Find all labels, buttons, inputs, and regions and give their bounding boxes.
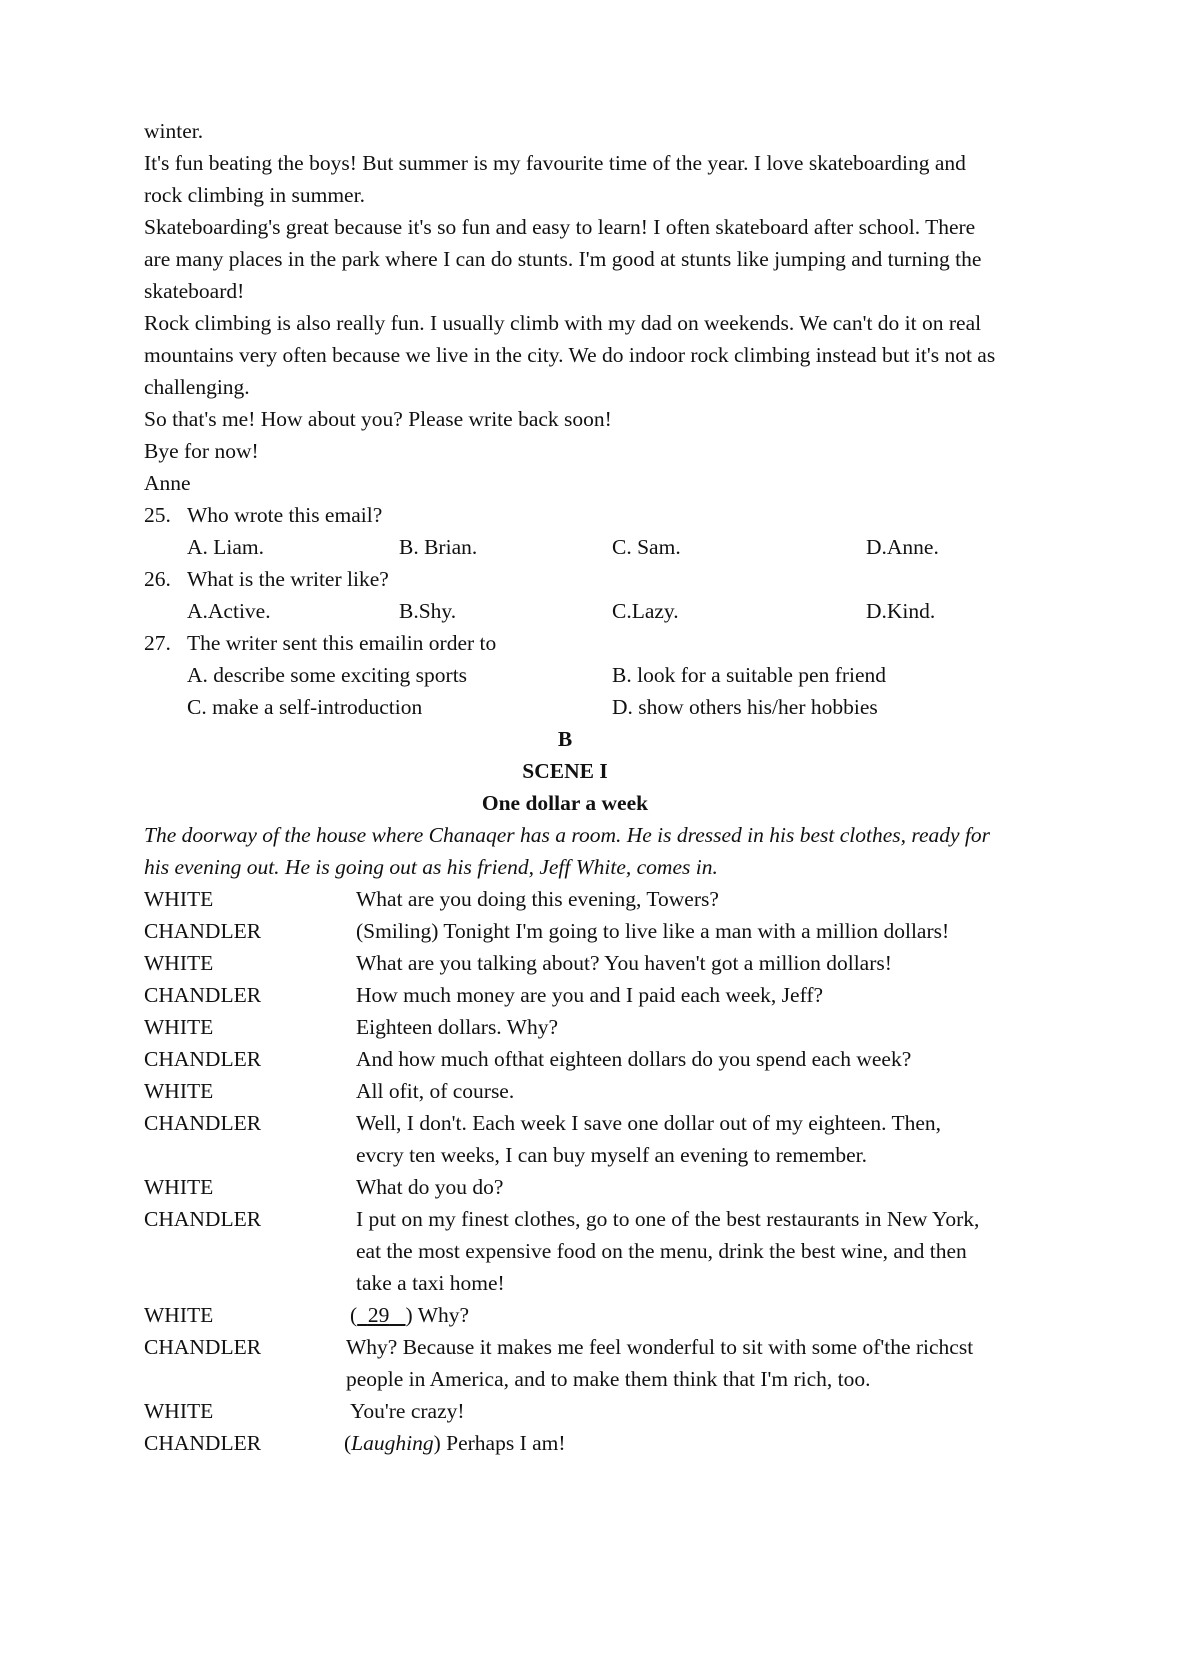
speaker-name: CHANDLER	[144, 919, 262, 943]
section-letter: B	[557, 727, 573, 751]
question-number: 25.	[144, 503, 171, 527]
option-a: A. Liam.	[187, 535, 265, 559]
question-text: What is the writer like?	[187, 567, 389, 591]
speaker-name: WHITE	[144, 1015, 214, 1039]
option-b: B.Shy.	[399, 599, 457, 623]
email-line: skateboard!	[144, 279, 245, 303]
email-line: are many places in the park where I can do stunts. I'm good at stunts like jumping and turning the	[144, 247, 982, 271]
dialogue-line: people in America, and to make them think that I'm rich, too.	[346, 1367, 871, 1391]
scene-heading: SCENE I	[522, 759, 608, 783]
option-c: C.Lazy.	[612, 599, 679, 623]
email-line: Rock climbing is also really fun. I usually climb with my dad on weekends. We can't do it on real	[144, 311, 982, 335]
dialogue-line: How much money are you and I paid each week, Jeff?	[356, 983, 824, 1007]
scene-title: One dollar a week	[481, 791, 649, 815]
option-b: B. look for a suitable pen friend	[612, 663, 887, 687]
speaker-name: WHITE	[144, 1079, 214, 1103]
option-b: B. Brian.	[399, 535, 478, 559]
answer-blank-29: 29	[367, 1303, 390, 1327]
email-line: Bye for now!	[144, 439, 259, 463]
email-line: winter.	[144, 119, 204, 143]
speaker-name: CHANDLER	[144, 1047, 262, 1071]
email-line: So that's me! How about you? Please write back soon!	[144, 407, 612, 431]
question-number: 27.	[144, 631, 171, 655]
question-text: The writer sent this emailin order to	[187, 631, 497, 655]
option-c: C. make a self-introduction	[187, 695, 423, 719]
email-line: rock climbing in summer.	[144, 183, 365, 207]
dialogue-line: Well, I don't. Each week I save one dollar out of my eighteen. Then,	[356, 1111, 942, 1135]
speaker-name: CHANDLER	[144, 1207, 262, 1231]
speaker-name: CHANDLER	[144, 1111, 262, 1135]
dialogue-line-with-blank: ( 29 ) Why?	[350, 1303, 470, 1327]
dialogue-line: What are you talking about? You haven't got a million dollars!	[356, 951, 892, 975]
question-text: Who wrote this email?	[187, 503, 383, 527]
dialogue-line: And how much ofthat eighteen dollars do you spend each week?	[356, 1047, 912, 1071]
option-d: D.Kind.	[866, 599, 936, 623]
stage-direction-line: The doorway of the house where Chanaqer has a room. He is dressed in his best clothes, ready for	[144, 823, 990, 847]
dialogue-line: evcry ten weeks, I can buy myself an evening to remember.	[356, 1143, 868, 1167]
email-line: It's fun beating the boys! But summer is my favourite time of the year. I love skateboarding and	[144, 151, 966, 175]
dialogue-line: Why? Because it makes me feel wonderful to sit with some of'the richcst	[346, 1335, 974, 1359]
dialogue-line: What are you doing this evening, Towers?	[356, 887, 719, 911]
stage-direction-line: his evening out. He is going out as his friend, Jeff White, comes in.	[144, 855, 718, 879]
option-c: C. Sam.	[612, 535, 681, 559]
dialogue-line: I put on my finest clothes, go to one of the best restaurants in New York,	[356, 1207, 980, 1231]
speaker-name: WHITE	[144, 1399, 214, 1423]
email-line: Skateboarding's great because it's so fun and easy to learn! I often skateboard after school. There	[144, 215, 976, 239]
dialogue-line: take a taxi home!	[356, 1271, 505, 1295]
email-signature: Anne	[144, 471, 191, 495]
dialogue-line: eat the most expensive food on the menu, drink the best wine, and then	[356, 1239, 967, 1263]
speaker-name: WHITE	[144, 887, 214, 911]
option-d: D. show others his/her hobbies	[612, 695, 878, 719]
dialogue-line: Eighteen dollars. Why?	[356, 1015, 559, 1039]
option-a: A.Active.	[187, 599, 271, 623]
stage-direction-inline: Laughing	[351, 1431, 434, 1455]
option-a: A. describe some exciting sports	[187, 663, 468, 687]
dialogue-line: What do you do?	[356, 1175, 504, 1199]
speaker-name: WHITE	[144, 1175, 214, 1199]
speaker-name: CHANDLER	[144, 1431, 262, 1455]
speaker-name: WHITE	[144, 1303, 214, 1327]
speaker-name: CHANDLER	[144, 1335, 262, 1359]
dialogue-line: You're crazy!	[350, 1399, 465, 1423]
dialogue-line: (Smiling) Tonight I'm going to live like a man with a million dollars!	[356, 919, 950, 943]
dialogue-line: All ofit, of course.	[356, 1079, 515, 1103]
dialogue-line: (Laughing) Perhaps I am!	[344, 1431, 566, 1455]
option-d: D.Anne.	[866, 535, 939, 559]
speaker-name: WHITE	[144, 951, 214, 975]
email-line: challenging.	[144, 375, 250, 399]
email-line: mountains very often because we live in the city. We do indoor rock climbing instead but it's not as	[144, 343, 996, 367]
question-number: 26.	[144, 567, 171, 591]
speaker-name: CHANDLER	[144, 983, 262, 1007]
